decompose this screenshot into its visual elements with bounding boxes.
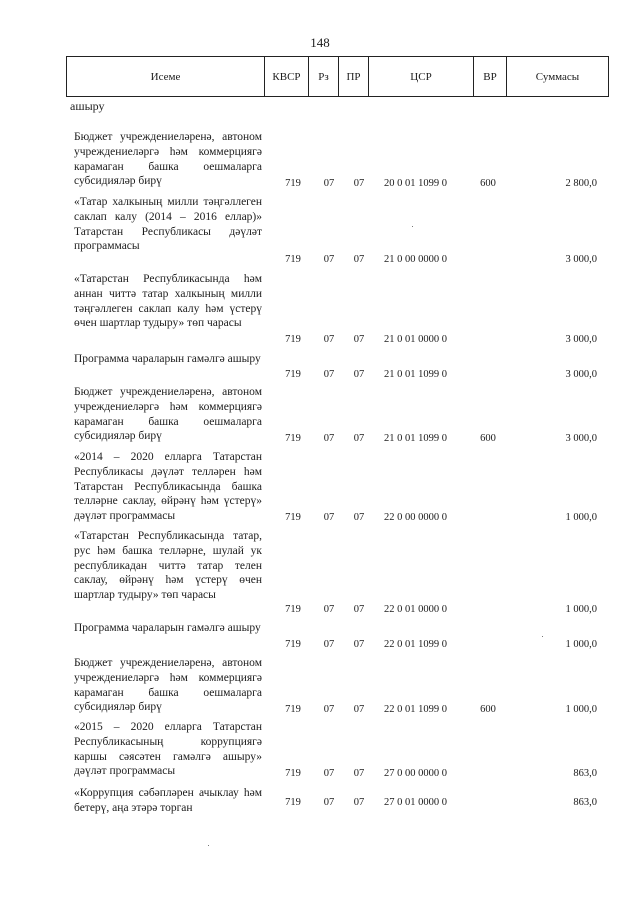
row-name: «2014 – 2020 елларга Татарстан Республикасы дәүләт телләрен һәм Татарстан Республикасында башка телләрне саклау, өйрәнү һәм үстерү» дәүләт программасы bbox=[74, 451, 262, 523]
scan-speck bbox=[412, 226, 413, 227]
row-sum: 3 000,0 bbox=[565, 369, 597, 380]
row-name: Программа чараларын гамәлгә ашыру bbox=[74, 622, 261, 634]
row-name: «Татар халкының милли тәңгәллеген саклап калу (2014 – 2016 еллар)» Татарстан Республикасы дәүләт программасы bbox=[74, 196, 262, 253]
row-csr: 22 0 01 1099 0 bbox=[384, 639, 447, 650]
row-csr: 27 0 00 0000 0 bbox=[384, 768, 447, 779]
row-csr: 21 0 01 0000 0 bbox=[384, 334, 447, 345]
header-name: Исеме bbox=[67, 57, 265, 97]
row-pr: 07 bbox=[353, 797, 365, 808]
row-csr: 21 0 01 1099 0 bbox=[384, 369, 447, 380]
header-rz: Рз bbox=[309, 57, 339, 97]
row-csr: 21 0 00 0000 0 bbox=[384, 254, 447, 265]
row-csr: 27 0 01 0000 0 bbox=[384, 797, 447, 808]
row-kvsr: 719 bbox=[285, 604, 301, 615]
row-rz: 07 bbox=[323, 334, 335, 345]
row-csr: 21 0 01 1099 0 bbox=[384, 433, 447, 444]
row-sum: 1 000,0 bbox=[565, 704, 597, 715]
row-kvsr: 719 bbox=[285, 704, 301, 715]
row-sum: 3 000,0 bbox=[565, 334, 597, 345]
row-kvsr: 719 bbox=[285, 178, 301, 189]
row-csr: 22 0 01 0000 0 bbox=[384, 604, 447, 615]
scan-speck bbox=[542, 636, 543, 637]
row-kvsr: 719 bbox=[285, 433, 301, 444]
header-kvsr: КВСР bbox=[265, 57, 309, 97]
row-rz: 07 bbox=[323, 254, 335, 265]
row-rz: 07 bbox=[323, 639, 335, 650]
row-vr: 600 bbox=[480, 178, 496, 189]
row-name: «2015 – 2020 елларга Татарстан Республикасының коррупциягә каршы сәясәтен гамәлгә ашыру» дәүләт программасы bbox=[74, 721, 262, 778]
row-sum: 3 000,0 bbox=[565, 433, 597, 444]
row-kvsr: 719 bbox=[285, 797, 301, 808]
row-pr: 07 bbox=[353, 433, 365, 444]
header-sum: Суммасы bbox=[507, 57, 609, 97]
page-number: 148 bbox=[310, 35, 330, 50]
header-csr: ЦСР bbox=[369, 57, 474, 97]
row-pr: 07 bbox=[353, 254, 365, 265]
row-kvsr: 719 bbox=[285, 369, 301, 380]
row-kvsr: 719 bbox=[285, 639, 301, 650]
row-csr: 22 0 00 0000 0 bbox=[384, 512, 447, 523]
row-sum: 2 800,0 bbox=[565, 178, 597, 189]
row-sum: 1 000,0 bbox=[565, 639, 597, 650]
row-rz: 07 bbox=[323, 704, 335, 715]
row-pr: 07 bbox=[353, 512, 365, 523]
row-name: Бюджет учреждениеләренә, автоном учреждениеләргә һәм коммерциягә карамаган башка оешмаларга субсидияләр бирү bbox=[74, 386, 262, 443]
row-pr: 07 bbox=[353, 604, 365, 615]
header-vr: ВР bbox=[474, 57, 507, 97]
row-name: «Татарстан Республикасында татар, рус һәм башка телләрне, шулай ук республикадан читтә татар телен саклау, өйрәнү һәм үстерү өчен шартлар тудыру» төп чарасы bbox=[74, 530, 262, 602]
row-pr: 07 bbox=[353, 178, 365, 189]
row-name: «Татарстан Республикасында һәм аннан читтә татар халкының милли тәңгәллеген саклап калу һәм үстерү өчен шартлар тудыру» төп чарасы bbox=[74, 273, 262, 330]
table-header bbox=[66, 56, 609, 97]
header-pr: ПР bbox=[339, 57, 369, 97]
row-rz: 07 bbox=[323, 768, 335, 779]
row-pr: 07 bbox=[353, 369, 365, 380]
row-vr: 600 bbox=[480, 704, 496, 715]
row-name: Программа чараларын гамәлгә ашыру bbox=[74, 353, 261, 365]
row-rz: 07 bbox=[323, 604, 335, 615]
row-sum: 863,0 bbox=[573, 797, 597, 808]
row-rz: 07 bbox=[323, 433, 335, 444]
row-pr: 07 bbox=[353, 704, 365, 715]
row-rz: 07 bbox=[323, 178, 335, 189]
row-name: Бюджет учреждениеләренә, автоном учреждениеләргә һәм коммерциягә карамаган башка оешмаларга субсидияләр бирү bbox=[74, 657, 262, 714]
row-sum: 1 000,0 bbox=[565, 512, 597, 523]
row-sum: 863,0 bbox=[573, 768, 597, 779]
row-pr: 07 bbox=[353, 639, 365, 650]
row-vr: 600 bbox=[480, 433, 496, 444]
row-sum: 1 000,0 bbox=[565, 604, 597, 615]
row-rz: 07 bbox=[323, 797, 335, 808]
row-csr: 20 0 01 1099 0 bbox=[384, 178, 447, 189]
row-name: «Коррупция сәбәпләрен ачыклау һәм бетерү, аңа этәрә торган bbox=[74, 787, 262, 814]
row-csr: 22 0 01 1099 0 bbox=[384, 704, 447, 715]
row-rz: 07 bbox=[323, 369, 335, 380]
row-kvsr: 719 bbox=[285, 768, 301, 779]
row-pr: 07 bbox=[353, 768, 365, 779]
row-name: Бюджет учреждениеләренә, автоном учреждениеләргә һәм коммерциягә карамаган башка оешмаларга субсидияләр бирү bbox=[74, 131, 262, 188]
row-kvsr: 719 bbox=[285, 334, 301, 345]
row-rz: 07 bbox=[323, 512, 335, 523]
continued-text: ашыру bbox=[70, 99, 105, 113]
row-kvsr: 719 bbox=[285, 254, 301, 265]
row-pr: 07 bbox=[353, 334, 365, 345]
scan-speck bbox=[208, 845, 209, 846]
row-sum: 3 000,0 bbox=[565, 254, 597, 265]
row-kvsr: 719 bbox=[285, 512, 301, 523]
